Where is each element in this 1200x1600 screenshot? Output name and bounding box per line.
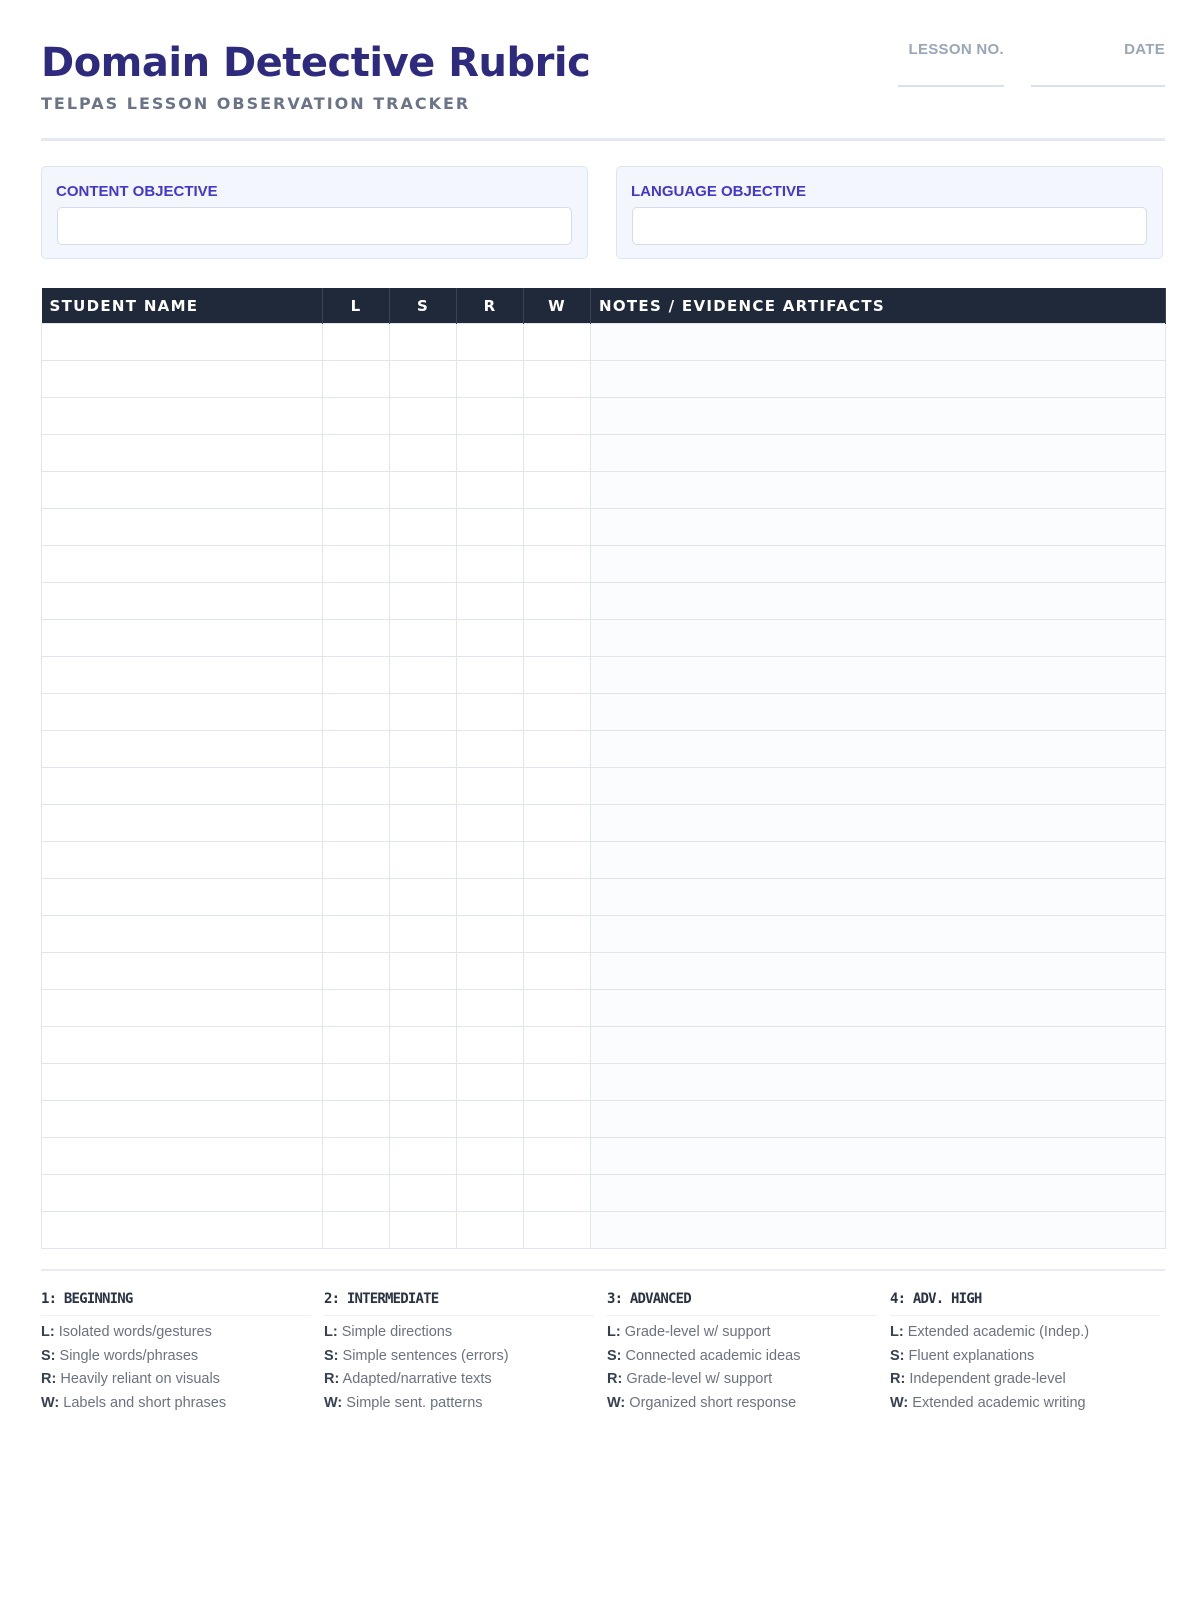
table-row — [42, 1138, 1166, 1175]
notes-cell[interactable] — [591, 768, 1166, 805]
content-objective-card — [41, 166, 588, 259]
student-name-cell[interactable] — [42, 583, 323, 620]
legend-item-domain: W: — [890, 1394, 909, 1411]
listening-cell[interactable] — [323, 694, 390, 731]
column-header-writing: W — [524, 288, 591, 324]
reading-cell[interactable] — [457, 1138, 524, 1175]
speaking-cell[interactable] — [390, 657, 457, 694]
speaking-cell[interactable] — [390, 435, 457, 472]
student-name-cell[interactable] — [42, 620, 323, 657]
legend-item — [890, 1345, 1160, 1369]
legend-item-description: Independent grade-level — [909, 1371, 1066, 1387]
legend-column — [890, 1291, 1160, 1415]
lesson-number-field[interactable] — [898, 41, 1004, 87]
listening-cell[interactable] — [323, 953, 390, 990]
date-label: DATE — [1124, 41, 1165, 58]
student-name-cell[interactable] — [42, 472, 323, 509]
table-row — [42, 1064, 1166, 1101]
speaking-cell[interactable] — [390, 324, 457, 361]
reading-cell[interactable] — [457, 509, 524, 546]
legend-item-description: Extended academic writing — [912, 1394, 1086, 1411]
table-row — [42, 398, 1166, 435]
notes-cell[interactable] — [591, 953, 1166, 990]
table-row — [42, 435, 1166, 472]
student-name-cell[interactable] — [42, 805, 323, 842]
notes-cell[interactable] — [591, 398, 1166, 435]
legend-item-domain: S: — [890, 1347, 905, 1364]
table-row — [42, 1101, 1166, 1138]
speaking-cell[interactable] — [390, 768, 457, 805]
table-row — [42, 509, 1166, 546]
column-header-reading: R — [457, 288, 524, 324]
reading-cell[interactable] — [457, 361, 524, 398]
writing-cell[interactable] — [524, 620, 591, 657]
legend-item-description: Isolated words/gestures — [58, 1324, 212, 1340]
table-row — [42, 657, 1166, 694]
legend-item-description: Organized short response — [629, 1394, 797, 1411]
writing-cell[interactable] — [524, 842, 591, 879]
speaking-cell[interactable] — [390, 620, 457, 657]
legend-heading: 4: ADV. HIGH — [890, 1291, 1160, 1316]
listening-cell[interactable] — [323, 768, 390, 805]
legend-items — [890, 1316, 1160, 1415]
reading-cell[interactable] — [457, 953, 524, 990]
table-row — [42, 990, 1166, 1027]
table-row — [42, 1175, 1166, 1212]
legend-heading: 2: INTERMEDIATE — [324, 1291, 594, 1316]
table-body — [42, 324, 1166, 1249]
speaking-cell[interactable] — [390, 398, 457, 435]
student-name-cell[interactable] — [42, 953, 323, 990]
table-row — [42, 916, 1166, 953]
student-name-cell[interactable] — [42, 657, 323, 694]
speaking-cell[interactable] — [390, 472, 457, 509]
objectives-section — [41, 166, 1165, 261]
reading-cell[interactable] — [457, 398, 524, 435]
student-name-cell[interactable] — [42, 694, 323, 731]
writing-cell[interactable] — [524, 731, 591, 768]
legend-item-description: Heavily reliant on visuals — [60, 1371, 220, 1387]
notes-cell[interactable] — [591, 842, 1166, 879]
legend-column — [324, 1291, 594, 1415]
listening-cell[interactable] — [323, 620, 390, 657]
reading-cell[interactable] — [457, 990, 524, 1027]
student-name-cell[interactable] — [42, 1064, 323, 1101]
legend-items — [324, 1316, 594, 1415]
observation-table — [41, 288, 1166, 1249]
legend-item — [41, 1368, 311, 1392]
student-name-cell[interactable] — [42, 398, 323, 435]
legend-item-domain: L: — [41, 1324, 55, 1340]
legend-column — [41, 1291, 311, 1415]
table-row — [42, 1027, 1166, 1064]
student-name-cell[interactable] — [42, 731, 323, 768]
notes-cell[interactable] — [591, 509, 1166, 546]
student-name-cell[interactable] — [42, 1101, 323, 1138]
reading-cell[interactable] — [457, 1212, 524, 1249]
student-name-cell[interactable] — [42, 768, 323, 805]
speaking-cell[interactable] — [390, 990, 457, 1027]
table-header-row — [42, 288, 1166, 324]
speaking-cell[interactable] — [390, 953, 457, 990]
writing-cell[interactable] — [524, 694, 591, 731]
legend-item-domain: L: — [324, 1324, 338, 1340]
speaking-cell[interactable] — [390, 1175, 457, 1212]
table-row — [42, 879, 1166, 916]
speaking-cell[interactable] — [390, 1212, 457, 1249]
listening-cell[interactable] — [323, 1138, 390, 1175]
legend-item-domain: L: — [607, 1324, 621, 1340]
listening-cell[interactable] — [323, 842, 390, 879]
reading-cell[interactable] — [457, 731, 524, 768]
notes-cell[interactable] — [591, 990, 1166, 1027]
legend-item — [607, 1368, 877, 1392]
table-row — [42, 324, 1166, 361]
table-row — [42, 768, 1166, 805]
legend-items — [607, 1316, 877, 1415]
speaking-cell[interactable] — [390, 546, 457, 583]
writing-cell[interactable] — [524, 1101, 591, 1138]
writing-cell[interactable] — [524, 398, 591, 435]
notes-cell[interactable] — [591, 1175, 1166, 1212]
legend-item-description: Single words/phrases — [59, 1347, 199, 1364]
column-header-listening: L — [323, 288, 390, 324]
writing-cell[interactable] — [524, 805, 591, 842]
notes-cell[interactable] — [591, 546, 1166, 583]
table-row — [42, 694, 1166, 731]
table-row — [42, 1212, 1166, 1249]
notes-cell[interactable] — [591, 324, 1166, 361]
table-row — [42, 620, 1166, 657]
speaking-cell[interactable] — [390, 361, 457, 398]
lesson-number-label: LESSON NO. — [908, 41, 1004, 58]
student-name-cell[interactable] — [42, 546, 323, 583]
legend-item — [607, 1321, 877, 1345]
listening-cell[interactable] — [323, 916, 390, 953]
legend-item-description: Grade-level w/ support — [624, 1324, 771, 1340]
table-row — [42, 583, 1166, 620]
table-row — [42, 546, 1166, 583]
reading-cell[interactable] — [457, 879, 524, 916]
writing-cell[interactable] — [524, 324, 591, 361]
content-objective-label: CONTENT OBJECTIVE — [56, 183, 218, 200]
speaking-cell[interactable] — [390, 694, 457, 731]
listening-cell[interactable] — [323, 1064, 390, 1101]
legend-item-description: Fluent explanations — [908, 1347, 1035, 1364]
speaking-cell[interactable] — [390, 583, 457, 620]
notes-cell[interactable] — [591, 1138, 1166, 1175]
rubric-page — [41, 0, 1165, 1411]
legend-heading: 3: ADVANCED — [607, 1291, 877, 1316]
legend-item — [607, 1392, 877, 1416]
listening-cell[interactable] — [323, 1101, 390, 1138]
listening-cell[interactable] — [323, 435, 390, 472]
legend-item — [324, 1321, 594, 1345]
listening-cell[interactable] — [323, 398, 390, 435]
speaking-cell[interactable] — [390, 842, 457, 879]
legend-item — [607, 1345, 877, 1369]
student-name-cell[interactable] — [42, 990, 323, 1027]
writing-cell[interactable] — [524, 1138, 591, 1175]
writing-cell[interactable] — [524, 509, 591, 546]
legend-item — [41, 1321, 311, 1345]
reading-cell[interactable] — [457, 805, 524, 842]
student-name-cell[interactable] — [42, 1175, 323, 1212]
reading-cell[interactable] — [457, 694, 524, 731]
observation-table-wrap — [41, 288, 1165, 1249]
legend-item-domain: S: — [607, 1347, 622, 1364]
legend-item-domain: R: — [324, 1371, 340, 1387]
writing-cell[interactable] — [524, 1064, 591, 1101]
student-name-cell[interactable] — [42, 324, 323, 361]
reading-cell[interactable] — [457, 435, 524, 472]
writing-cell[interactable] — [524, 435, 591, 472]
column-header-notes: NOTES / EVIDENCE ARTIFACTS — [591, 288, 1166, 324]
table-row — [42, 805, 1166, 842]
table-row — [42, 953, 1166, 990]
legend-item — [324, 1392, 594, 1416]
listening-cell[interactable] — [323, 990, 390, 1027]
listening-cell[interactable] — [323, 805, 390, 842]
notes-cell[interactable] — [591, 620, 1166, 657]
writing-cell[interactable] — [524, 990, 591, 1027]
reading-cell[interactable] — [457, 842, 524, 879]
legend-item-description: Labels and short phrases — [63, 1394, 227, 1411]
writing-cell[interactable] — [524, 657, 591, 694]
writing-cell[interactable] — [524, 583, 591, 620]
legend-item-domain: S: — [324, 1347, 339, 1364]
listening-cell[interactable] — [323, 657, 390, 694]
reading-cell[interactable] — [457, 324, 524, 361]
notes-cell[interactable] — [591, 1101, 1166, 1138]
writing-cell[interactable] — [524, 916, 591, 953]
date-field[interactable] — [1031, 41, 1165, 87]
legend-item — [890, 1321, 1160, 1345]
speaking-cell[interactable] — [390, 916, 457, 953]
reading-cell[interactable] — [457, 1027, 524, 1064]
speaking-cell[interactable] — [390, 1101, 457, 1138]
legend-item-description: Connected academic ideas — [625, 1347, 801, 1364]
reading-cell[interactable] — [457, 620, 524, 657]
notes-cell[interactable] — [591, 805, 1166, 842]
table-row — [42, 472, 1166, 509]
notes-cell[interactable] — [591, 916, 1166, 953]
writing-cell[interactable] — [524, 1027, 591, 1064]
legend-item — [890, 1392, 1160, 1416]
notes-cell[interactable] — [591, 361, 1166, 398]
legend-item — [890, 1368, 1160, 1392]
legend-item-description: Simple sent. patterns — [346, 1394, 483, 1411]
student-name-cell[interactable] — [42, 435, 323, 472]
student-name-cell[interactable] — [42, 879, 323, 916]
speaking-cell[interactable] — [390, 805, 457, 842]
page-header — [41, 0, 1165, 141]
speaking-cell[interactable] — [390, 509, 457, 546]
legend-item-domain: W: — [324, 1394, 343, 1411]
reading-cell[interactable] — [457, 1064, 524, 1101]
speaking-cell[interactable] — [390, 879, 457, 916]
listening-cell[interactable] — [323, 583, 390, 620]
notes-cell[interactable] — [591, 1027, 1166, 1064]
legend-item — [41, 1392, 311, 1416]
writing-cell[interactable] — [524, 1212, 591, 1249]
speaking-cell[interactable] — [390, 1138, 457, 1175]
legend-item — [41, 1345, 311, 1369]
page-title: Domain Detective Rubric — [41, 40, 591, 86]
reading-cell[interactable] — [457, 768, 524, 805]
student-name-cell[interactable] — [42, 1212, 323, 1249]
legend-item-description: Grade-level w/ support — [626, 1371, 773, 1387]
writing-cell[interactable] — [524, 1175, 591, 1212]
table-row — [42, 842, 1166, 879]
language-objective-label: LANGUAGE OBJECTIVE — [631, 183, 807, 200]
notes-cell[interactable] — [591, 583, 1166, 620]
notes-cell[interactable] — [591, 1212, 1166, 1249]
content-objective-input[interactable] — [57, 207, 572, 245]
listening-cell[interactable] — [323, 361, 390, 398]
listening-cell[interactable] — [323, 879, 390, 916]
proficiency-legend — [41, 1269, 1165, 1411]
listening-cell[interactable] — [323, 472, 390, 509]
listening-cell[interactable] — [323, 1027, 390, 1064]
student-name-cell[interactable] — [42, 1138, 323, 1175]
listening-cell[interactable] — [323, 1175, 390, 1212]
listening-cell[interactable] — [323, 1212, 390, 1249]
legend-item-domain: S: — [41, 1347, 56, 1364]
column-header-speaking: S — [390, 288, 457, 324]
listening-cell[interactable] — [323, 546, 390, 583]
language-objective-input[interactable] — [632, 207, 1147, 245]
speaking-cell[interactable] — [390, 1027, 457, 1064]
language-objective-card — [616, 166, 1163, 259]
legend-item-domain: L: — [890, 1324, 904, 1340]
writing-cell[interactable] — [524, 879, 591, 916]
student-name-cell[interactable] — [42, 361, 323, 398]
legend-item-description: Extended academic (Indep.) — [907, 1324, 1090, 1340]
speaking-cell[interactable] — [390, 731, 457, 768]
table-row — [42, 361, 1166, 398]
notes-cell[interactable] — [591, 472, 1166, 509]
student-name-cell[interactable] — [42, 916, 323, 953]
reading-cell[interactable] — [457, 1175, 524, 1212]
column-header-student-name: STUDENT NAME — [42, 288, 323, 324]
reading-cell[interactable] — [457, 916, 524, 953]
writing-cell[interactable] — [524, 472, 591, 509]
reading-cell[interactable] — [457, 472, 524, 509]
student-name-cell[interactable] — [42, 842, 323, 879]
notes-cell[interactable] — [591, 694, 1166, 731]
notes-cell[interactable] — [591, 435, 1166, 472]
writing-cell[interactable] — [524, 953, 591, 990]
writing-cell[interactable] — [524, 768, 591, 805]
page-subtitle: TELPAS LESSON OBSERVATION TRACKER — [41, 94, 471, 113]
writing-cell[interactable] — [524, 361, 591, 398]
legend-item — [324, 1368, 594, 1392]
student-name-cell[interactable] — [42, 1027, 323, 1064]
listening-cell[interactable] — [323, 509, 390, 546]
legend-item-domain: R: — [607, 1371, 623, 1387]
reading-cell[interactable] — [457, 1101, 524, 1138]
legend-item — [324, 1345, 594, 1369]
legend-item-description: Simple directions — [341, 1324, 453, 1340]
notes-cell[interactable] — [591, 731, 1166, 768]
legend-item-description: Adapted/narrative texts — [342, 1371, 492, 1387]
legend-item-description: Simple sentences (errors) — [342, 1347, 509, 1364]
table-row — [42, 731, 1166, 768]
listening-cell[interactable] — [323, 324, 390, 361]
reading-cell[interactable] — [457, 657, 524, 694]
notes-cell[interactable] — [591, 1064, 1166, 1101]
legend-heading: 1: BEGINNING — [41, 1291, 311, 1316]
writing-cell[interactable] — [524, 546, 591, 583]
legend-item-domain: W: — [41, 1394, 60, 1411]
speaking-cell[interactable] — [390, 1064, 457, 1101]
legend-item-domain: R: — [890, 1371, 906, 1387]
notes-cell[interactable] — [591, 879, 1166, 916]
listening-cell[interactable] — [323, 731, 390, 768]
legend-column — [607, 1291, 877, 1415]
reading-cell[interactable] — [457, 583, 524, 620]
legend-item-domain: R: — [41, 1371, 57, 1387]
student-name-cell[interactable] — [42, 509, 323, 546]
legend-items — [41, 1316, 311, 1415]
legend-item-domain: W: — [607, 1394, 626, 1411]
reading-cell[interactable] — [457, 546, 524, 583]
notes-cell[interactable] — [591, 657, 1166, 694]
